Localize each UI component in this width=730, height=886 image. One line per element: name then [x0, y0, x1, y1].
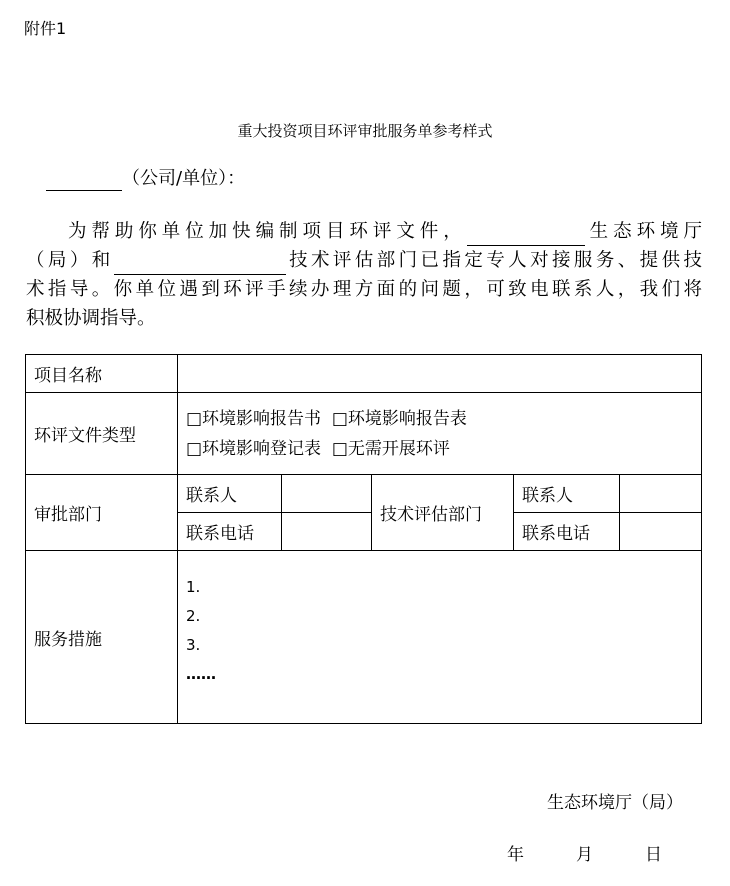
company-blank[interactable] [46, 170, 122, 191]
tech-contact-person-field[interactable] [620, 475, 702, 513]
service-item-1: 1. [186, 578, 201, 596]
doc-type-label: 环评文件类型 [26, 393, 178, 475]
salutation-suffix: （公司/单位）： [122, 168, 246, 189]
approval-dept-label: 审批部门 [26, 475, 178, 551]
approval-contact-person-label: 联系人 [178, 475, 282, 513]
salutation [46, 167, 245, 191]
paragraph-line-1: 为帮助你单位加快编制项目环评文件， 生态环境厅 [26, 217, 702, 246]
date-year: 年 [507, 845, 524, 865]
option-report-book[interactable]: □环境影响报告书 [186, 408, 322, 429]
project-name-field[interactable] [178, 355, 702, 393]
tech-contact-phone-field[interactable] [620, 513, 702, 551]
service-item-3: 3. [186, 636, 201, 654]
province-blank[interactable] [467, 225, 585, 246]
option-registration-form[interactable]: □环境影响登记表 [186, 438, 322, 459]
tech-dept-label: 技术评估部门 [372, 475, 514, 551]
service-measures-label: 服务措施 [26, 551, 178, 724]
service-measures-field[interactable] [178, 551, 702, 724]
signature-org: 生态环境厅（局） [547, 793, 683, 813]
option-report-form[interactable]: □环境影响报告表 [331, 408, 467, 429]
approval-contact-phone-label: 联系电话 [178, 513, 282, 551]
project-name-label: 项目名称 [26, 355, 178, 393]
attachment-label: 附件1 [24, 19, 67, 38]
paragraph-line-3: 术指导。你单位遇到环评手续办理方面的问题，可致电联系人，我们将 [26, 279, 702, 300]
date-day: 日 [645, 845, 662, 865]
tech-contact-person-label: 联系人 [514, 475, 620, 513]
intro-paragraph [26, 217, 702, 333]
paragraph-line-4: 积极协调指导。 [26, 308, 156, 329]
approval-contact-person-field[interactable] [282, 475, 372, 513]
date-month: 月 [576, 845, 593, 865]
service-item-2: 2. [186, 607, 201, 625]
doc-type-options [178, 393, 702, 475]
option-no-eia[interactable]: □无需开展环评 [331, 438, 450, 459]
document-title: 重大投资项目环评审批服务单参考样式 [237, 122, 493, 140]
service-item-more: …… [186, 665, 216, 683]
approval-contact-phone-field[interactable] [282, 513, 372, 551]
service-form-table [25, 354, 702, 724]
paragraph-line-2: （局）和 技术评估部门已指定专人对接服务、提供技 [26, 246, 702, 275]
tech-dept-blank[interactable] [114, 254, 286, 275]
tech-contact-phone-label: 联系电话 [514, 513, 620, 551]
